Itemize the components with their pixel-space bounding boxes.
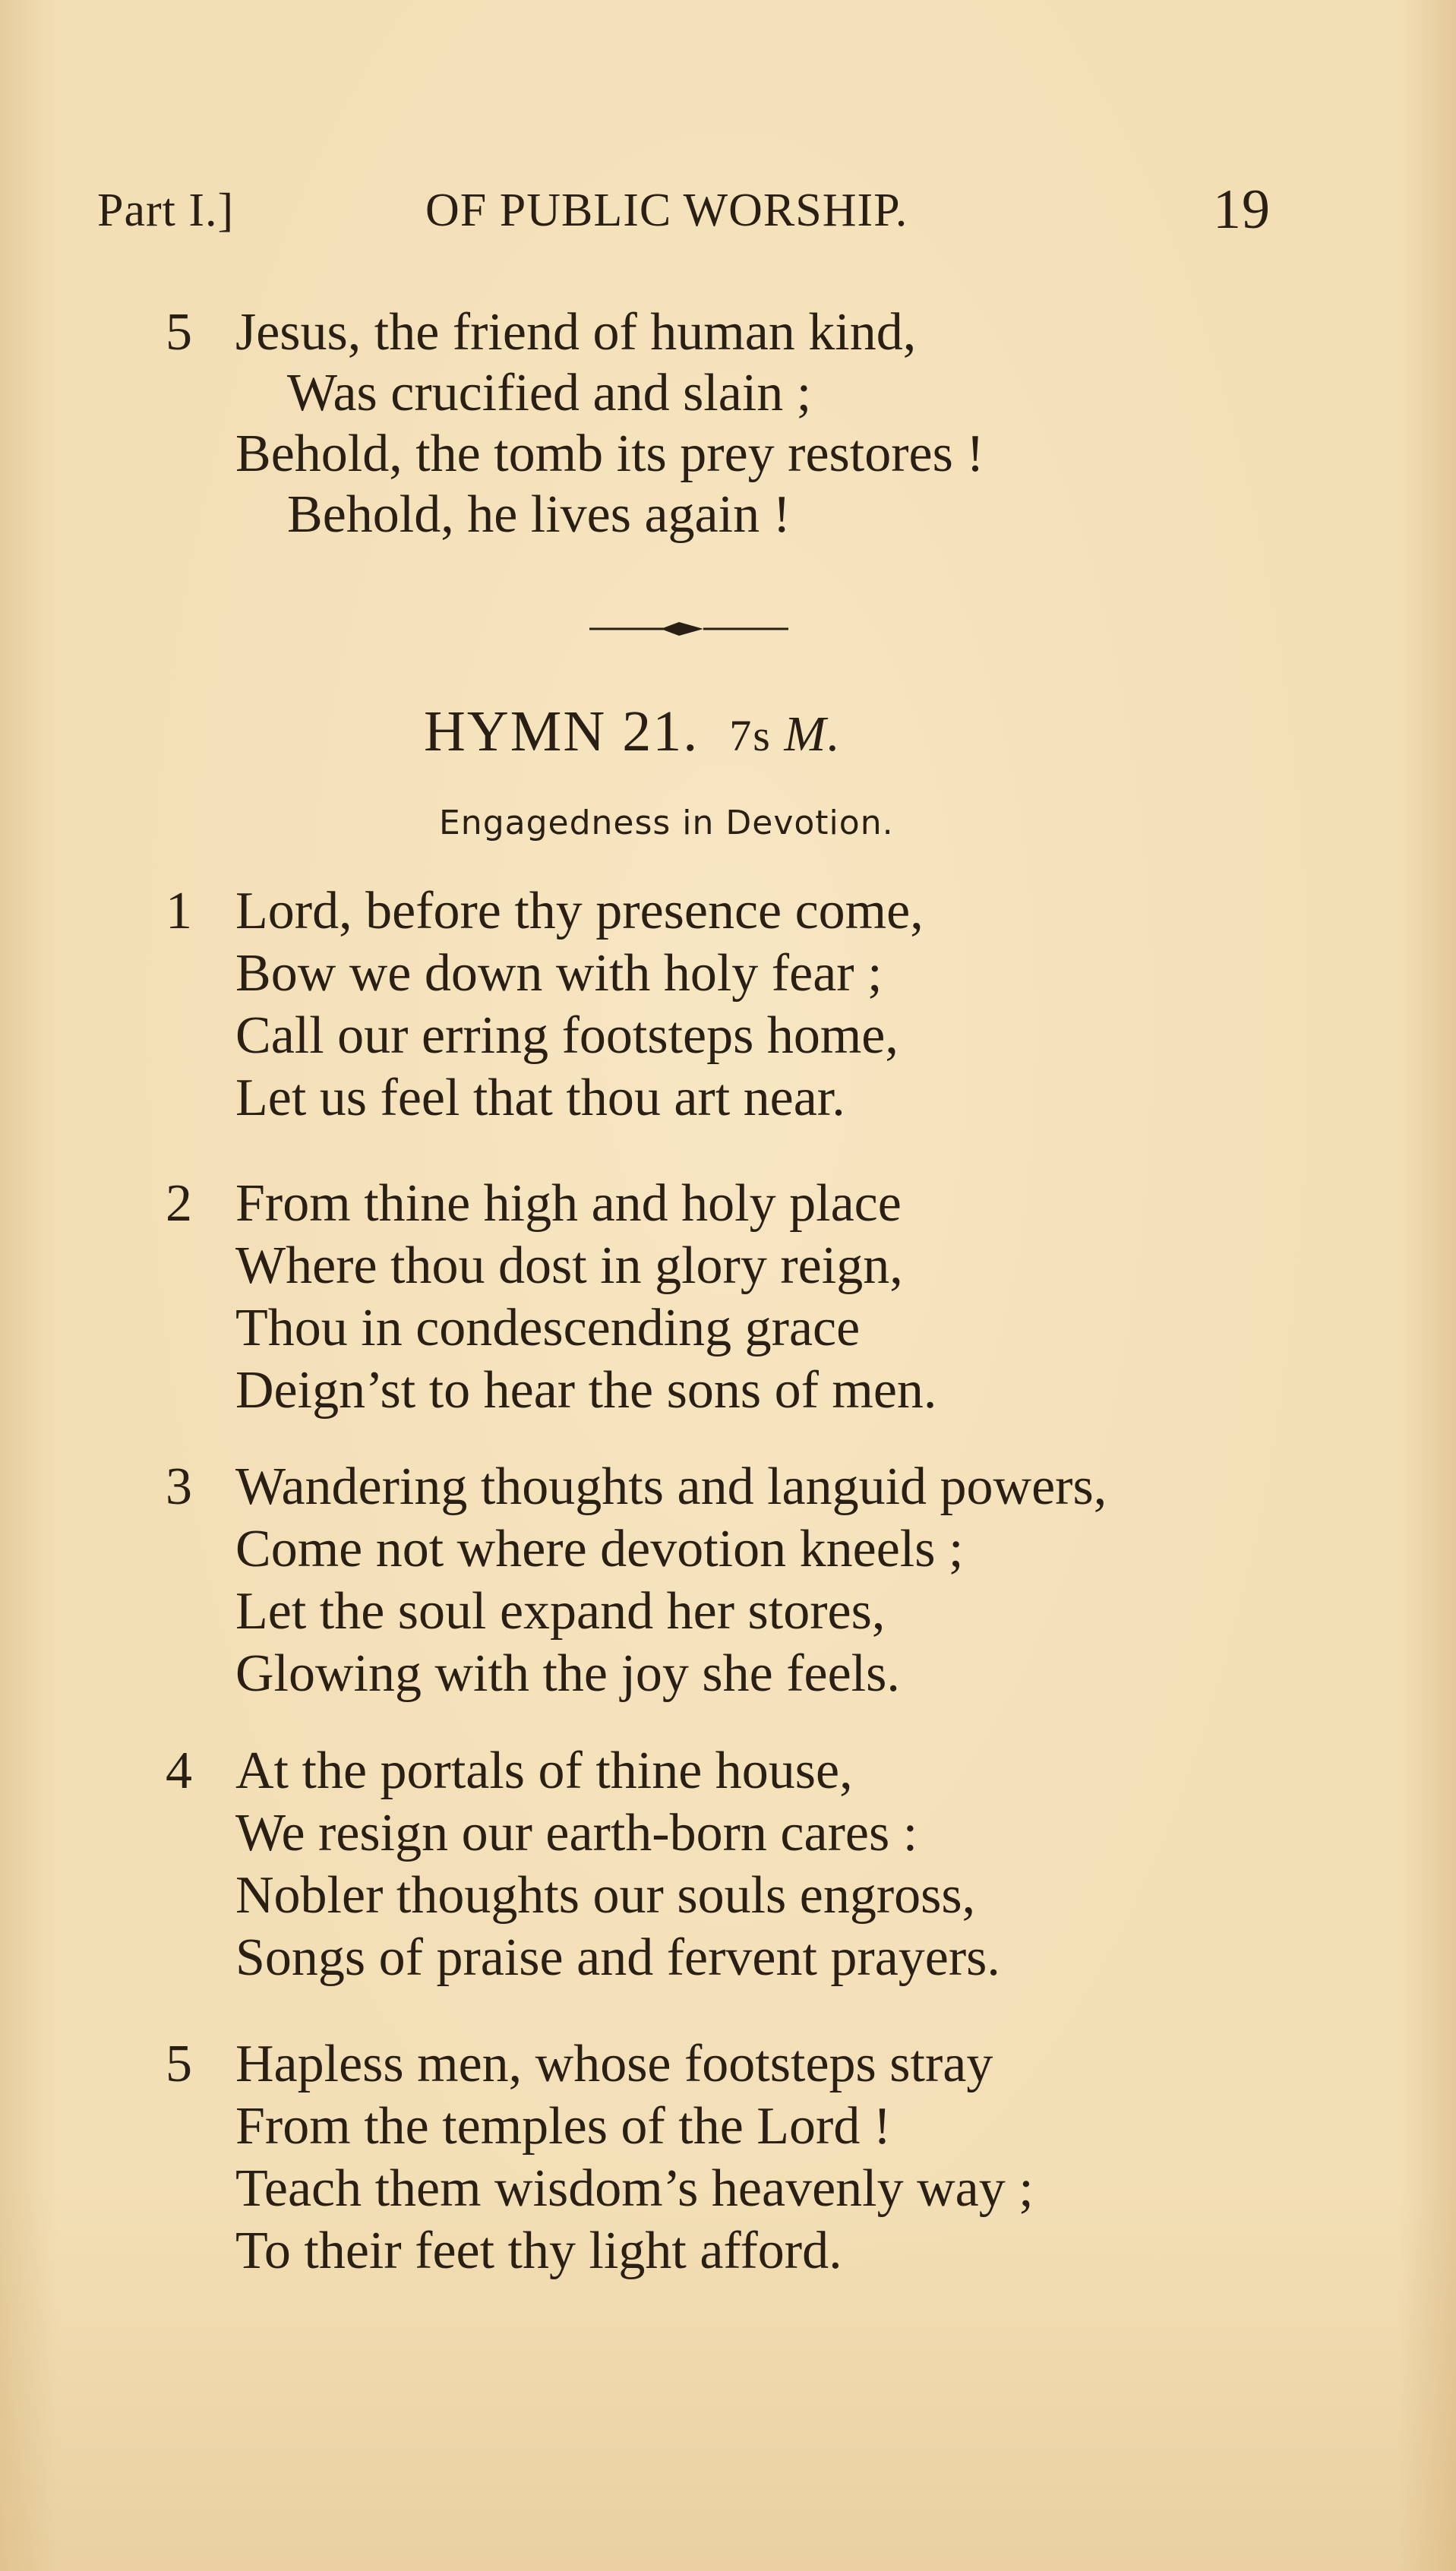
verse-line: To their feet thy light afford. xyxy=(235,2222,842,2280)
meter-letter: M. xyxy=(784,706,842,762)
hymn-meter xyxy=(729,706,842,762)
hymn-subtitle: Engagedness in Devotion. xyxy=(439,804,894,842)
page-number: 19 xyxy=(1213,178,1271,241)
hymn-title xyxy=(424,699,842,765)
stanza-number: 4 xyxy=(166,1742,192,1800)
verse-line: Where thou dost in glory reign, xyxy=(235,1237,903,1295)
section-divider-ornament xyxy=(589,620,788,638)
verse-line: Behold, the tomb its prey restores ! xyxy=(235,425,984,483)
verse-line: Wandering thoughts and languid powers, xyxy=(235,1458,1107,1516)
verse-line: Let the soul expand her stores, xyxy=(235,1582,886,1641)
verse-line: Behold, he lives again ! xyxy=(287,485,791,544)
section-title: OF PUBLIC WORSHIP. xyxy=(425,185,908,236)
meter-number: 7s xyxy=(729,711,772,760)
verse-line: Was crucified and slain ; xyxy=(287,364,812,422)
verse-line: Jesus, the friend of human kind, xyxy=(235,303,917,362)
verse-line: Nobler thoughts our souls engross, xyxy=(235,1866,976,1925)
verse-line: Hapless men, whose footsteps stray xyxy=(235,2035,993,2093)
verse-line: From the temples of the Lord ! xyxy=(235,2097,892,2156)
running-header xyxy=(97,178,1271,245)
part-label: Part I.] xyxy=(97,185,235,236)
stanza-number: 5 xyxy=(166,303,192,362)
verse-line: Thou in condescending grace xyxy=(235,1299,861,1357)
stanza-number: 1 xyxy=(166,882,192,940)
stanza-number: 5 xyxy=(166,2035,192,2093)
verse-line: We resign our earth-born cares : xyxy=(235,1804,918,1862)
verse-line: From thine high and holy place xyxy=(235,1174,902,1233)
verse-line: Call our erring footsteps home, xyxy=(235,1006,899,1065)
verse-line: At the portals of thine house, xyxy=(235,1742,853,1800)
verse-line: Let us feel that thou art near. xyxy=(235,1069,845,1127)
verse-line: Deign’st to hear the sons of men. xyxy=(235,1361,937,1420)
verse-line: Lord, before thy presence come, xyxy=(235,882,924,940)
verse-line: Bow we down with holy fear ; xyxy=(235,944,883,1003)
stanza-number: 2 xyxy=(166,1174,192,1233)
verse-line: Songs of praise and fervent prayers. xyxy=(235,1928,1000,1987)
stanza-number: 3 xyxy=(166,1458,192,1516)
verse-line: Teach them wisdom’s heavenly way ; xyxy=(235,2159,1034,2218)
verse-line: Glowing with the joy she feels. xyxy=(235,1644,900,1703)
verse-line: Come not where devotion kneels ; xyxy=(235,1520,964,1578)
hymn-number: HYMN 21. xyxy=(424,700,700,763)
